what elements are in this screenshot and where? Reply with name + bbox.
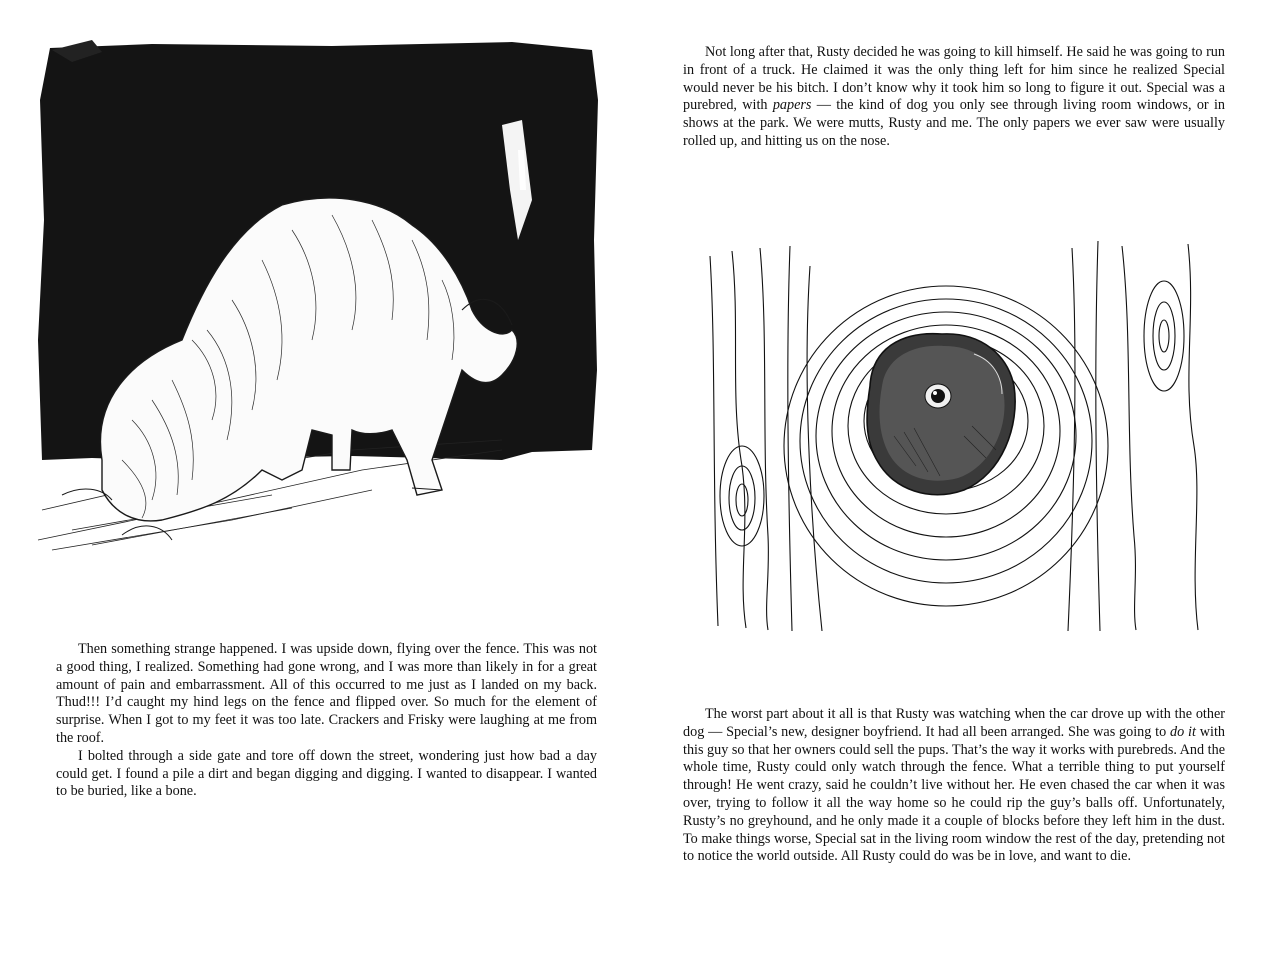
emphasis: papers <box>772 97 812 114</box>
dog-digging-ink-drawing-icon <box>32 40 607 560</box>
paragraph-text: The worst part about it all is that Rusty was watching when the car drove up with the other dog — Special’s new, designer boyfriend. It had all been arranged. She was going to <box>683 706 1225 740</box>
paragraph-text: — the kind of dog you only see through living room windows, or in shows at the park. We were mutts, Rusty and me. The only papers we ever saw were usually rolled up, and hitting us on the nose. <box>683 97 1225 149</box>
paragraph <box>683 44 1225 151</box>
dog-knothole-illustration <box>702 236 1222 636</box>
paragraph: I bolted through a side gate and tore off down the street, wondering just how bad a day could get. I found a pile a dirt and began digging and digging. I wanted to disappear. I wanted to be buried, like a bone. <box>56 747 597 800</box>
paragraph-text: with this guy so that her owners could sell the pups. That’s the way it works with purebreds. And the whole time, Rusty could only watch through the fence. What a terrible thing to put yourself through! He went crazy, said he couldn’t live without her. He even chased the car when it was over, trying to follow it all the way home so he could rip the guy’s balls off. Unfortunately, Rusty’s no greyhound, and he only made it a couple of blocks before they left him in the dust. To make things worse, Special sat in the living room window the rest of the day, pretending not to notice the world outside. All Rusty could do was be in love, and want to die. <box>683 723 1225 865</box>
right-page-top-text <box>683 44 1225 151</box>
emphasis: do it <box>1170 723 1196 740</box>
right-page-bottom-text <box>683 706 1225 866</box>
paragraph: Then something strange happened. I was upside down, flying over the fence. This was not a good thing, I realized. Something had gone wrong, and I was more than likely in for a great amount of pain and embarrassment. All of this occurred to me just as I landed on my back. Thud!!! I’d caught my hind legs on the fence and flipped over. So much for the element of surprise. When I got to my feet it was too late. Crackers and Frisky were laughing at me from the roof. <box>56 641 597 746</box>
left-page-text <box>56 641 597 801</box>
dog-digging-illustration <box>32 40 607 560</box>
paragraph-text: Not long after that, Rusty decided he was going to kill himself. He said he was going to run in front of a truck. He claimed it was the only thing left for him since he realized Special would never be his bitch. I don’t know why it took him so long to figure it out. Special was a purebred, with <box>683 44 1225 114</box>
dog-peeking-through-fence-knothole-icon <box>702 236 1222 636</box>
paragraph <box>683 706 1225 866</box>
